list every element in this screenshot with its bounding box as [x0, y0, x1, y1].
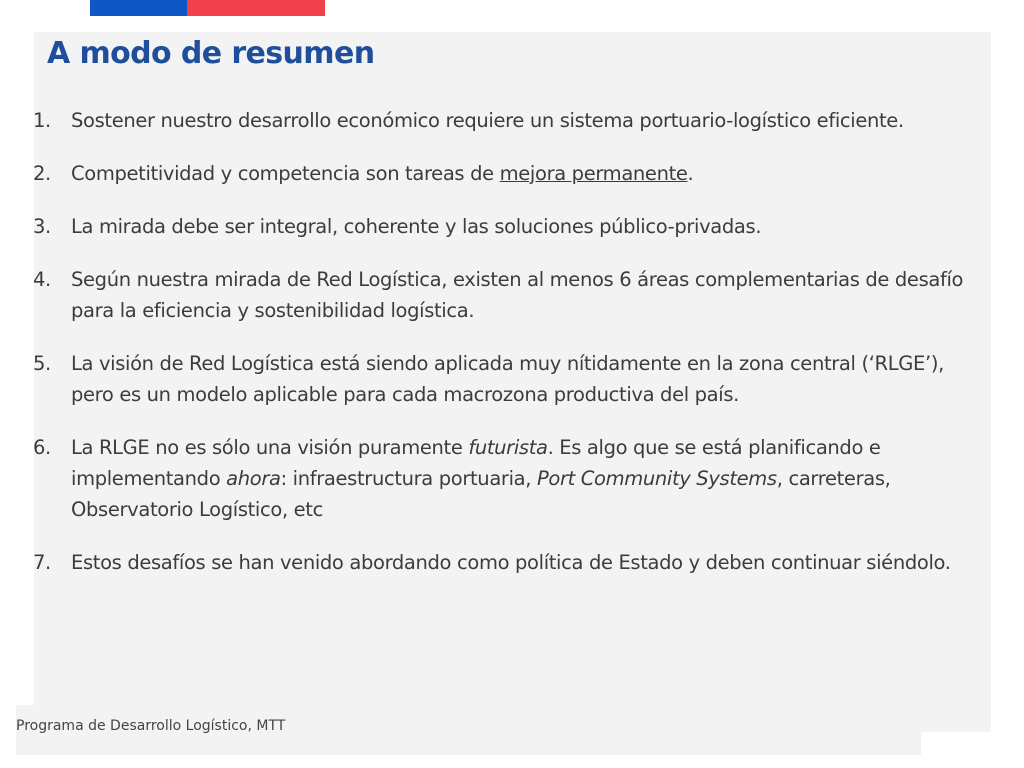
summary-item-number: 2.: [33, 162, 51, 185]
summary-item-segment: .: [687, 162, 694, 185]
summary-item: [33, 211, 978, 242]
summary-item: [33, 264, 978, 326]
summary-item-text: [71, 547, 978, 578]
summary-item-text: [71, 158, 978, 189]
summary-item-number: 4.: [33, 268, 51, 291]
summary-item-segment: . Es algo que se está planificando e implementando: [71, 436, 881, 490]
summary-item-number: 7.: [33, 551, 51, 574]
summary-item-number: 3.: [33, 215, 51, 238]
summary-item-text: [71, 348, 978, 410]
summary-item-segment: Sostener nuestro desarrollo económico requiere un sistema portuario-logístico eficiente.: [71, 109, 904, 132]
summary-item-text: [71, 264, 978, 326]
summary-item-segment: Estos desafíos se han venido abordando como política de Estado y deben continuar siéndolo.: [71, 551, 951, 574]
summary-item-number: 6.: [33, 436, 51, 459]
summary-item-segment: La visión de Red Logística está siendo aplicada muy nítidamente en la zona central (‘RLGE’), pero es un modelo aplicable para cada macrozona productiva del país.: [71, 352, 944, 406]
footer-text: Programa de Desarrollo Logístico, MTT: [16, 718, 286, 734]
summary-item: [33, 105, 978, 136]
summary-item-segment: La mirada debe ser integral, coherente y las soluciones público-privadas.: [71, 215, 762, 238]
summary-item-segment: La RLGE no es sólo una visión puramente: [71, 436, 469, 459]
summary-item-text: [71, 432, 978, 525]
summary-item-segment: Competitividad y competencia son tareas de: [71, 162, 500, 185]
header-flag-red-bar: [187, 0, 325, 16]
summary-item: [33, 432, 978, 525]
summary-item-segment: , carreteras, Observatorio Logístico, etc: [71, 467, 891, 521]
summary-item-segment: : infraestructura portuaria,: [280, 467, 537, 490]
header-flag-blue-bar: [90, 0, 187, 16]
summary-item-number: 1.: [33, 109, 51, 132]
summary-item-segment: ahora: [226, 467, 281, 490]
slide-title: A modo de resumen: [47, 36, 375, 71]
summary-item-segment: Port Community Systems: [536, 467, 777, 490]
summary-item-segment: mejora permanente: [499, 162, 688, 185]
summary-item: [33, 547, 978, 578]
summary-item: [33, 158, 978, 189]
summary-item-segment: Según nuestra mirada de Red Logística, existen al menos 6 áreas complementarias de desafío para la eficiencia y sostenibilidad logística.: [71, 268, 964, 322]
summary-item-text: [71, 105, 978, 136]
summary-item-number: 5.: [33, 352, 51, 375]
summary-item-segment: futurista: [468, 436, 548, 459]
summary-item-text: [71, 211, 978, 242]
summary-item: [33, 348, 978, 410]
summary-list: [33, 105, 978, 600]
